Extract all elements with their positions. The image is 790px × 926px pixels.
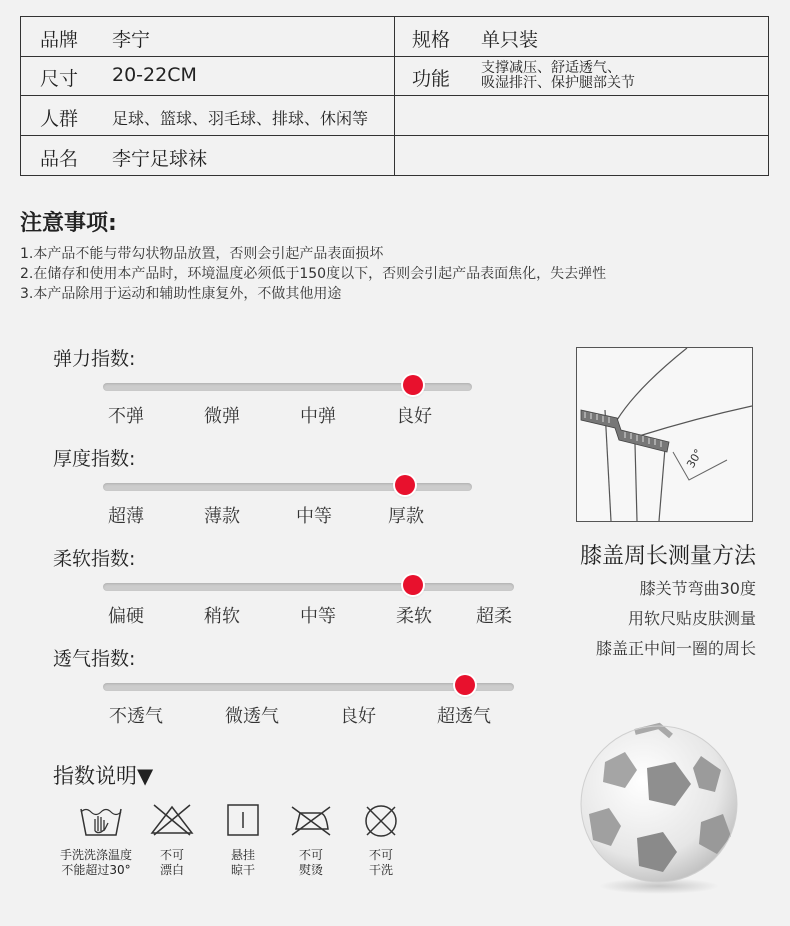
care-label-hand-wash: 手洗洗涤温度 不能超过30° (59, 848, 132, 877)
softness-level: 偏硬 (108, 606, 144, 627)
knee-icon (577, 348, 752, 521)
notes-title: 注意事项: (20, 211, 117, 236)
knee-instruction: 膝盖正中间一圈的周长 (595, 639, 756, 658)
softness-level: 稍软 (204, 606, 240, 627)
function-line-2: 吸湿排汗、保护腿部关节 (481, 75, 635, 91)
elasticity-index-title: 弹力指数: (53, 348, 136, 370)
spec-label: 规格 (412, 29, 451, 51)
softness-slider-knob (403, 575, 423, 595)
note-item: 2.在储存和使用本产品时，环境温度必须低于150度以下，否则会引起产品表面焦化，失去弹性 (20, 266, 607, 282)
thickness-level: 中等 (296, 506, 332, 527)
no-dry-clean-icon (363, 803, 399, 839)
size-value: 20-22CM (112, 64, 197, 86)
crowd-label: 人群 (40, 108, 79, 130)
spec-value: 单只装 (481, 29, 539, 51)
softness-level: 中等 (300, 606, 336, 627)
no-iron-icon (290, 803, 332, 837)
knee-measurement-illustration (576, 347, 753, 522)
breathability-level: 微透气 (225, 706, 279, 727)
elasticity-slider-knob (403, 375, 423, 395)
size-label: 尺寸 (40, 68, 79, 90)
thickness-slider-track (103, 483, 472, 491)
care-title: 指数说明▼ (53, 764, 154, 788)
spec-table (20, 16, 769, 176)
breathability-level: 不透气 (109, 706, 163, 727)
hang-dry-icon (226, 803, 260, 837)
thickness-slider-knob (395, 475, 415, 495)
function-label: 功能 (412, 68, 451, 90)
thickness-level-selected: 厚款 (388, 506, 424, 527)
care-label-no-iron: 不可 熨烫 (298, 848, 323, 877)
care-label-no-dry-clean: 不可 干洗 (368, 848, 393, 877)
breathability-index-title: 透气指数: (53, 648, 136, 670)
knee-angle-label: 30° (684, 446, 706, 471)
thickness-level: 薄款 (204, 506, 240, 527)
care-label-no-bleach: 不可 漂白 (159, 848, 184, 877)
function-line-1: 支撑减压、舒适透气、 (481, 60, 621, 76)
breathability-level-selected: 超透气 (437, 706, 491, 727)
softness-slider-track (103, 583, 514, 591)
note-item: 3.本产品除用于运动和辅助性康复外，不做其他用途 (20, 286, 342, 302)
elasticity-level: 不弹 (108, 406, 144, 427)
elasticity-level-selected: 良好 (396, 406, 432, 427)
knee-instruction: 膝关节弯曲30度 (639, 579, 756, 598)
brand-value: 李宁 (112, 29, 151, 51)
softness-level-selected: 柔软 (396, 606, 432, 627)
knee-instruction: 用软尺贴皮肤测量 (627, 609, 756, 628)
table-column-divider (394, 17, 395, 175)
note-item: 1.本产品不能与带勾状物品放置，否则会引起产品表面损坏 (20, 246, 384, 262)
breathability-level: 良好 (340, 706, 376, 727)
elasticity-level: 中弹 (300, 406, 336, 427)
no-bleach-icon (148, 803, 196, 837)
care-label-hang-dry: 悬挂 晾干 (230, 848, 255, 877)
thickness-index-title: 厚度指数: (53, 448, 136, 470)
thickness-level: 超薄 (108, 506, 144, 527)
softness-level: 超柔 (476, 606, 512, 627)
knee-measurement-title: 膝盖周长测量方法 (579, 544, 756, 569)
softness-index-title: 柔软指数: (53, 548, 136, 570)
hand-wash-icon (79, 803, 123, 839)
name-value: 李宁足球袜 (112, 148, 208, 170)
breathability-slider-track (103, 683, 514, 691)
elasticity-level: 微弹 (204, 406, 240, 427)
crowd-value: 足球、篮球、羽毛球、排球、休闲等 (112, 109, 369, 128)
breathability-slider-knob (455, 675, 475, 695)
brand-label: 品牌 (40, 29, 79, 51)
soccer-ball-image (575, 722, 747, 897)
name-label: 品名 (40, 148, 79, 170)
